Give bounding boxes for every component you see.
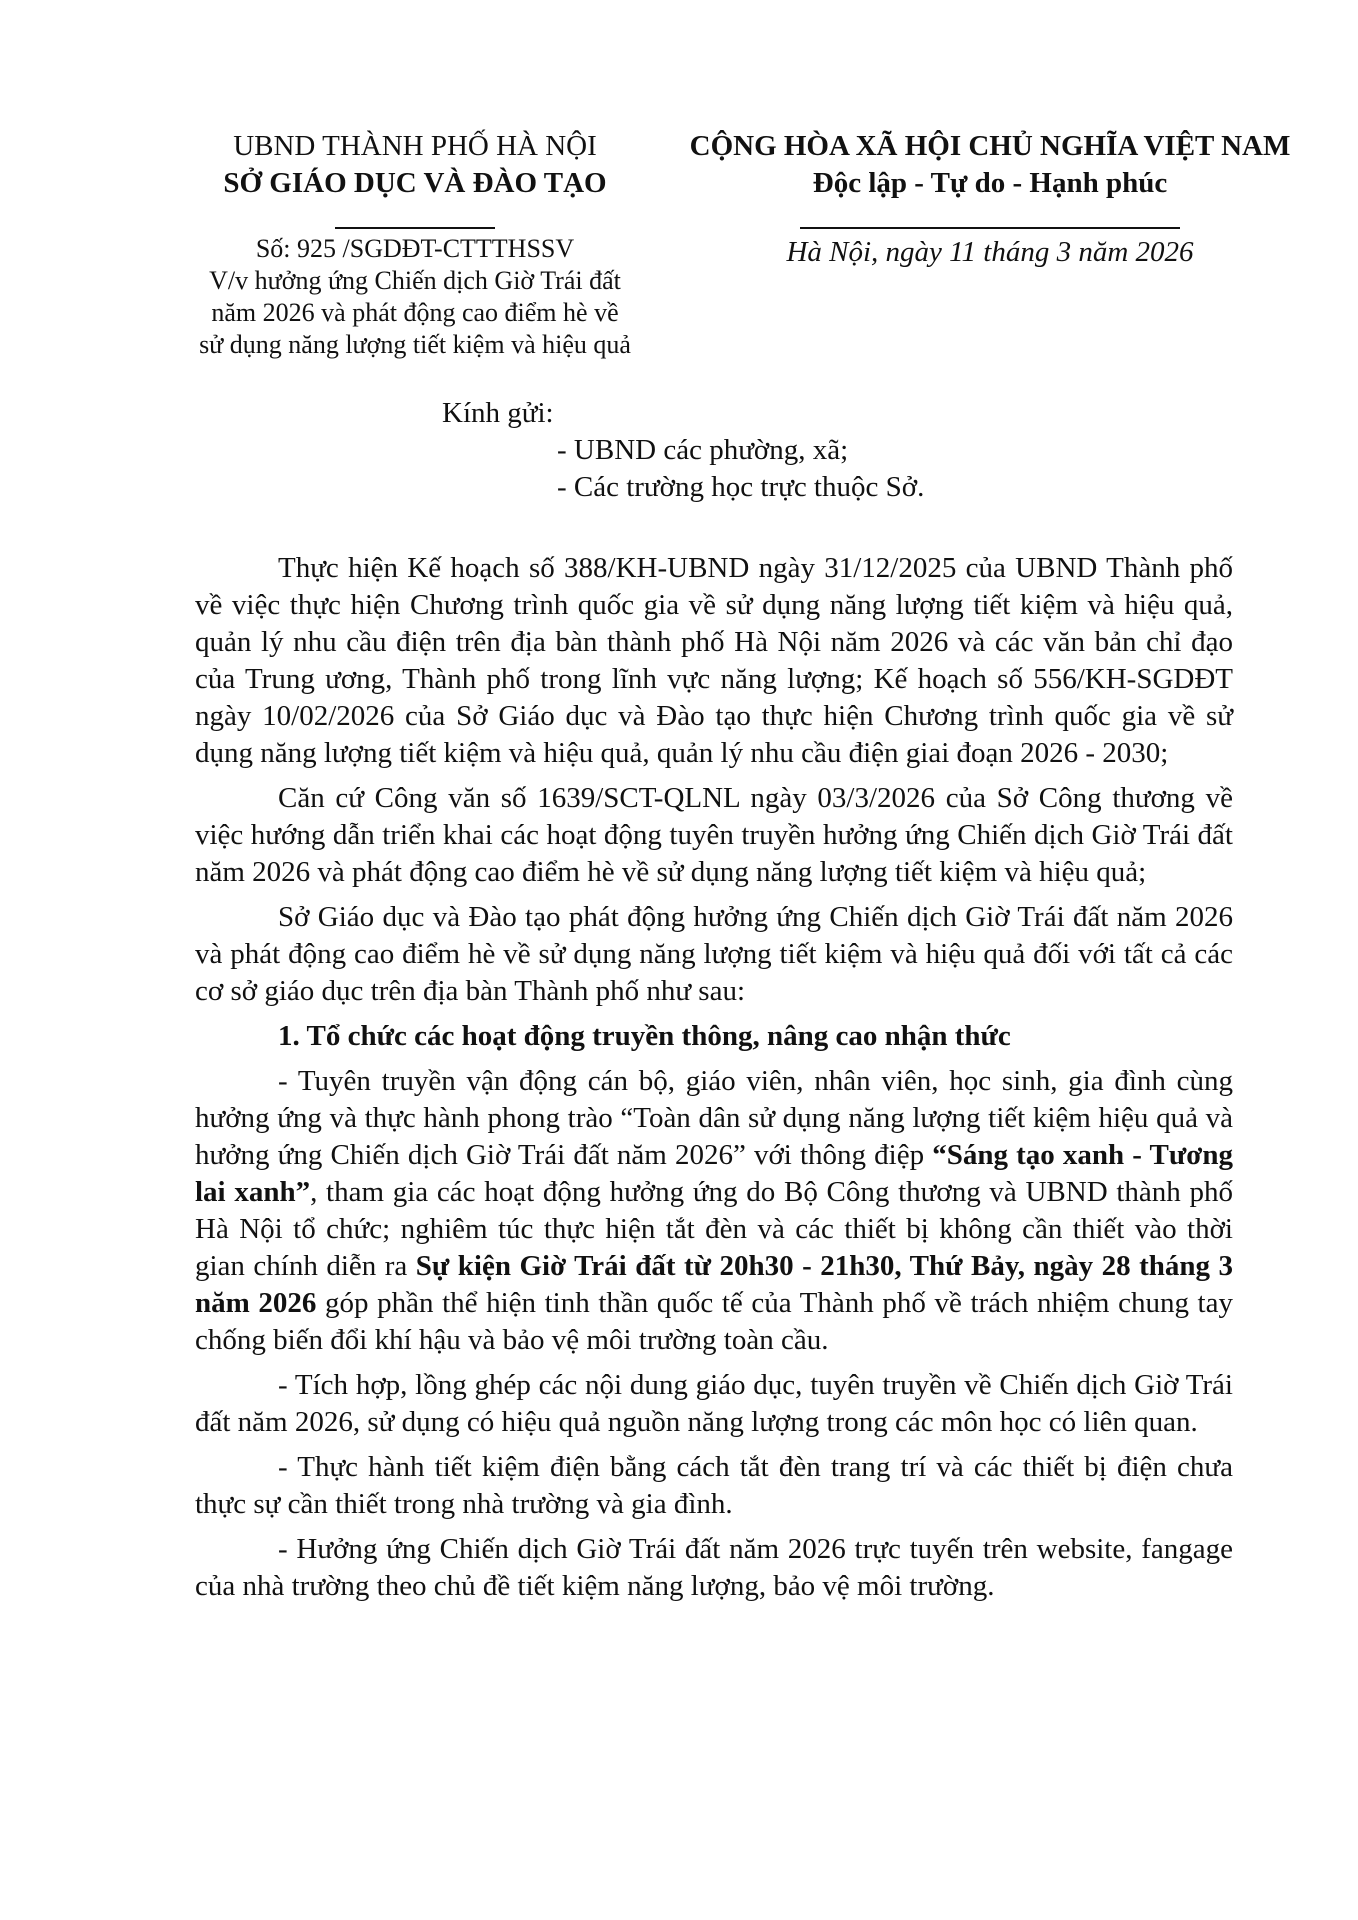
country-name: CỘNG HÒA XÃ HỘI CHỦ NGHĨA VIỆT NAM [689, 130, 1291, 162]
section-heading-1: 1. Tổ chức các hoạt động truyền thông, nâng cao nhận thức [278, 1020, 1011, 1052]
bullet-text: - Tuyên truyền vận động cán bộ, giáo viên, nhân viên, học sinh, gia đình cùng hưởng ứng và thực hành phong trào “Toàn dân sử dụng năng lượng tiết kiệm hiệu quả và hưởng ứng Chiến dịch Giờ Trái đất năm 2026” với thông điệp [195, 1065, 1233, 1171]
bullet-text: , tham gia các hoạt động hưởng ứng do Bộ Công thương và UBND thành phố Hà Nội tổ chức; nghiêm túc thực hiện tắt đèn và các thiết bị không cần thiết vào thời gian chính diễn ra [195, 1176, 1234, 1282]
paragraph-basis-plan: Thực hiện Kế hoạch số 388/KH-UBND ngày 31/12/2025 của UBND Thành phố về việc thực hiện Chương trình quốc gia về sử dụng năng lượng tiết kiệm và hiệu quả, quản lý nhu cầu điện trên địa bàn thành phố Hà Nội năm 2026 và các văn bản chỉ đạo của Trung ương, Thành phố trong lĩnh vực năng lượng; Kế hoạch số 556/KH-SGDĐT ngày 10/02/2026 của Sở Giáo dục và Đào tạo thực hiện Chương trình quốc gia về sử dụng năng lượng tiết kiệm và hiệu quả, quản lý nhu cầu điện giai đoạn 2026 - 2030; [195, 552, 1233, 769]
bullet-practice: - Thực hành tiết kiệm điện bằng cách tắt đèn trang trí và các thiết bị điện chưa thực sự cần thiết trong nhà trường và gia đình. [195, 1451, 1233, 1520]
paragraph-basis-dispatch: Căn cứ Công văn số 1639/SCT-QLNL ngày 03/3/2026 của Sở Công thương về việc hướng dẫn triển khai các hoạt động tuyên truyền hưởng ứng Chiến dịch Giờ Trái đất năm 2026 và phát động cao điểm hè về sử dụng năng lượng tiết kiệm và hiệu quả; [195, 782, 1233, 888]
document-reference [190, 233, 640, 361]
authority-line2: SỞ GIÁO DỤC VÀ ĐÀO TẠO [223, 167, 607, 199]
bullet-online: - Hưởng ứng Chiến dịch Giờ Trái đất năm 2026 trực tuyến trên website, fangage của nhà trường theo chủ đề tiết kiệm năng lượng, bảo vệ môi trường. [195, 1533, 1233, 1602]
bullet-integration: - Tích hợp, lồng ghép các nội dung giáo dục, tuyên truyền về Chiến dịch Giờ Trái đất năm 2026, sử dụng có hiệu quả nguồn năng lượng trong các môn học có liên quan. [195, 1369, 1233, 1438]
subject-line-3: sử dụng năng lượng tiết kiệm và hiệu quả [199, 330, 631, 359]
subject-line-1: V/v hưởng ứng Chiến dịch Giờ Trái đất [209, 266, 621, 295]
authority-underline [335, 227, 495, 229]
document-body [195, 550, 1233, 1613]
bullet-communication [195, 1063, 1233, 1359]
motto-underline [800, 227, 1180, 229]
national-motto [660, 128, 1320, 239]
event-time: Sự kiện Giờ Trái đất từ 20h30 - 21h30, Thứ Bảy, ngày 28 tháng 3 năm 2026 [195, 1250, 1233, 1319]
bullet-text: góp phần thể hiện tinh thần quốc tế của Thành phố về trách nhiệm chung tay chống biến đổi khí hậu và bảo vệ môi trường toàn cầu. [195, 1287, 1233, 1356]
paragraph-announcement: Sở Giáo dục và Đào tạo phát động hưởng ứng Chiến dịch Giờ Trái đất năm 2026 và phát động cao điểm hè về sử dụng năng lượng tiết kiệm và hiệu quả đối với tất cả các cơ sở giáo dục trên địa bàn Thành phố như sau: [195, 901, 1233, 1007]
recipients-label: Kính gửi: [442, 397, 554, 429]
campaign-slogan: “Sáng tạo xanh - Tương lai xanh” [195, 1139, 1233, 1208]
document-number: Số: 925 /SGDĐT-CTTTHSSV [255, 234, 575, 263]
issuing-authority [190, 128, 640, 239]
authority-line1: UBND THÀNH PHỐ HÀ NỘI [233, 130, 597, 162]
motto: Độc lập - Tự do - Hạnh phúc [812, 167, 1168, 199]
subject-line-2: năm 2026 và phát động cao điểm hè về [211, 298, 619, 327]
document-date: Hà Nội, ngày 11 tháng 3 năm 2026 [786, 236, 1194, 268]
recipient-item: - UBND các phường, xã; [557, 434, 849, 466]
recipient-item: - Các trường học trực thuộc Sở. [557, 471, 925, 503]
recipients [442, 395, 924, 506]
